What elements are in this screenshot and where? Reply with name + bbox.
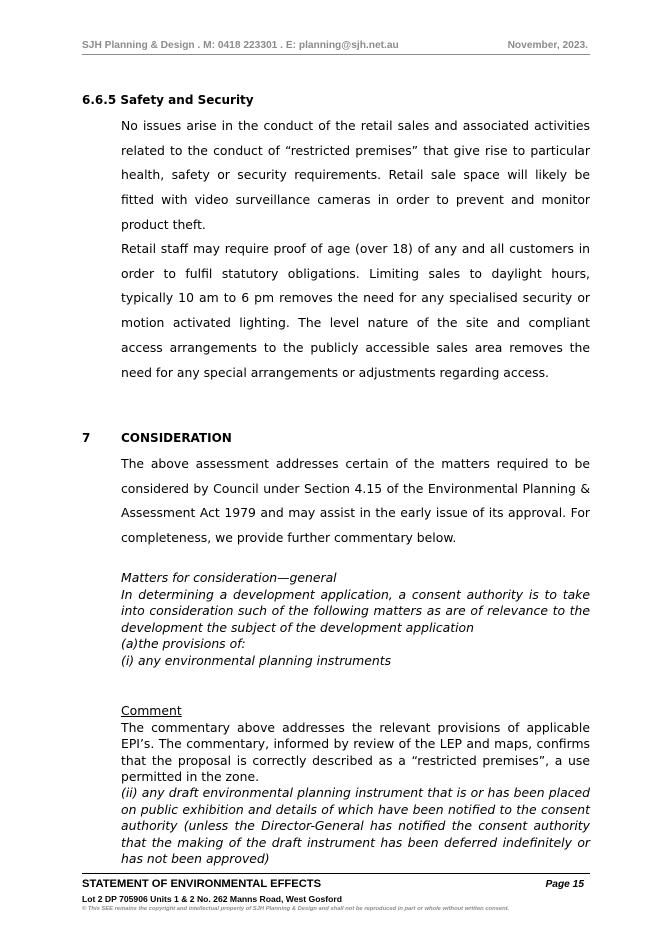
paragraph-consideration: The above assessment addresses certain of the matters required to be considered by Council under Section 4.15 of the Environmental Planning & Assessment Act 1979 and may assist in the early issue of its approval. For completeness, we provide further commentary below. xyxy=(121,456,590,546)
provisions-item: (a)the provisions of: xyxy=(121,636,246,652)
header-contact: SJH Planning & Design . M: 0418 223301 . E: planning@sjh.net.au xyxy=(82,40,399,51)
heading-safety-security: 6.6.5 Safety and Security xyxy=(82,93,254,107)
paragraph-safety-2: Retail staff may require proof of age (over 18) of any and all customers in order to fulfil statutory obligations. Limiting sales to daylight hours, typically 10 am to 6 pm removes the need for any specialised security or motion activated lighting. The level nature of the site and compliant access arrangements to the publicly accessible sales area removes the need for any special arrangements or adjustments regarding access. xyxy=(121,241,590,380)
footer-title: STATEMENT OF ENVIRONMENTAL EFFECTS xyxy=(82,878,322,890)
comment-block xyxy=(121,703,590,786)
matters-title: Matters for consideration—general xyxy=(121,570,337,585)
footer-lot: Lot 2 DP 705906 Units 1 & 2 No. 262 Manns Road, West Gosford xyxy=(82,894,342,904)
comment-label: Comment xyxy=(121,703,182,718)
page-footer xyxy=(82,873,590,912)
header-date: November, 2023. xyxy=(507,40,588,51)
matters-text: In determining a development application, a consent authority is to take into consideration such of the following matters as are of relevance to the development the subject of the development application xyxy=(121,586,590,635)
matters-block xyxy=(121,570,590,670)
section-number: 7 xyxy=(82,431,91,445)
item-i: (i) any environmental planning instruments xyxy=(121,652,392,668)
footer-copyright: © This SEE remains the copyright and intellectual property of SJH Planning & Design and shall not be reproduced in part or whole without written consent. xyxy=(82,906,510,912)
paragraph-safety-1: No issues arise in the conduct of the retail sales and associated activities related to the conduct of “restricted premises” that give rise to particular health, safety or security requirements. Retail sale space will likely be fitted with video surveillance cameras in order to prevent and monitor product theft. xyxy=(121,118,590,232)
heading-consideration: CONSIDERATION xyxy=(121,431,232,445)
comment-text: The commentary above addresses the relevant provisions of applicable EPI’s. The commentary, informed by review of the LEP and maps, confirms that the proposal is correctly described as a “restricted premises”, a use permitted in the zone. xyxy=(121,719,590,785)
page-number: Page 15 xyxy=(545,879,584,890)
item-ii: (ii) any draft environmental planning instrument that is or has been placed on public exhibition and details of which have been notified to the consent authority (unless the Director-General has notified the consent authority that the making of the draft instrument has been deferred indefinitely or has not been approved) xyxy=(121,785,590,867)
page-header xyxy=(82,40,590,55)
